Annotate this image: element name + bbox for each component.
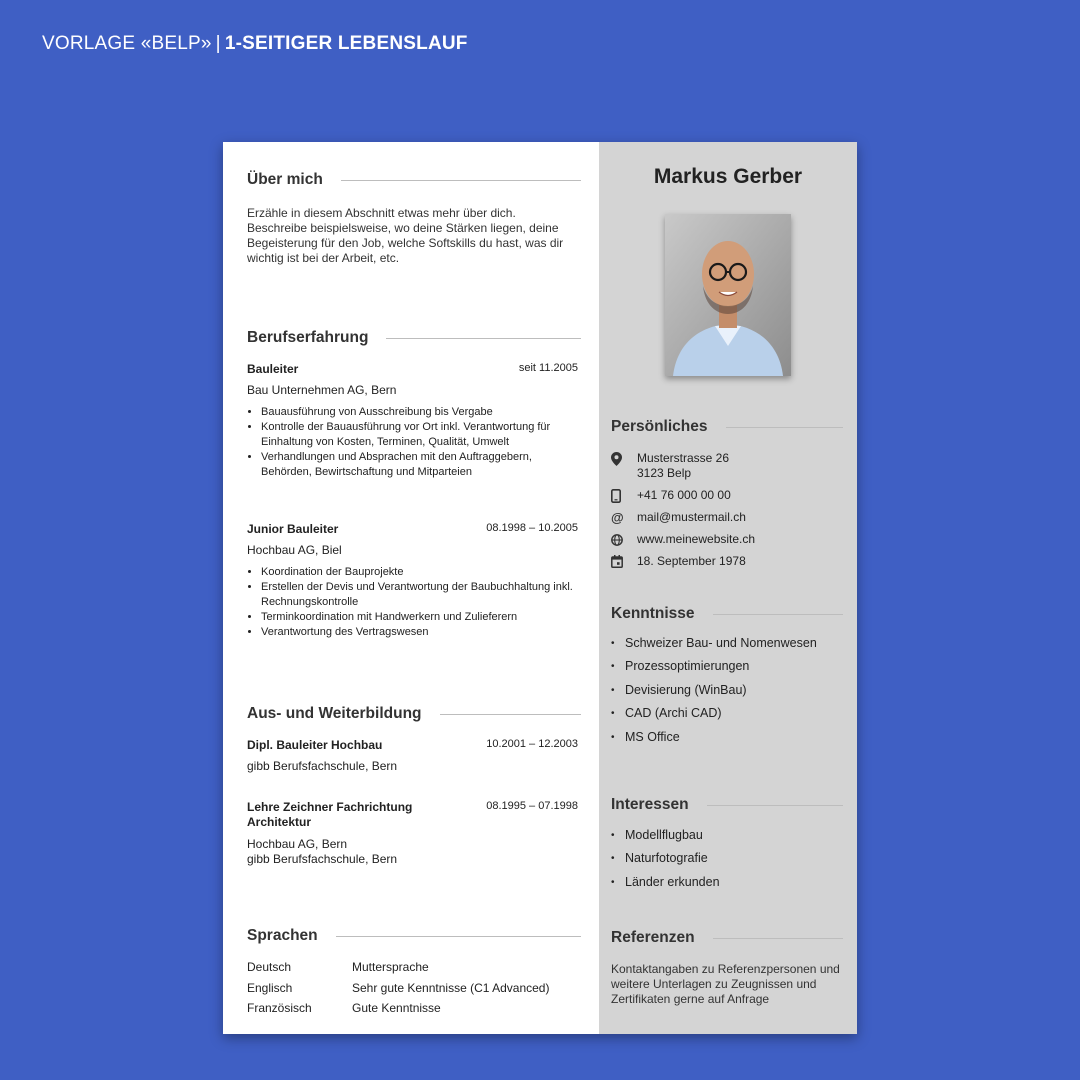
job-date: 08.1998 – 10.2005 — [486, 522, 578, 534]
website-url: www.meinewebsite.ch — [637, 532, 756, 546]
website-row — [611, 532, 851, 547]
language-row — [247, 981, 587, 1002]
banner-light-text: VORLAGE «BELP» — [42, 33, 212, 54]
personal-title-text: Persönliches — [611, 418, 708, 435]
at-icon: @ — [611, 510, 624, 525]
divider — [726, 427, 844, 428]
divider — [386, 338, 581, 339]
phone-number: +41 76 000 00 00 — [637, 488, 731, 502]
languages-title-text: Sprachen — [247, 927, 318, 944]
references-section-title — [611, 929, 843, 947]
main-column — [223, 142, 599, 1034]
interest-item — [611, 828, 851, 851]
interests-title-text: Interessen — [611, 796, 689, 813]
divider — [440, 714, 581, 715]
school-name: gibb Berufsfachschule, Bern — [247, 852, 398, 866]
languages-section-title — [247, 927, 581, 945]
experience-section-title — [247, 329, 581, 347]
banner-separator: | — [215, 33, 221, 54]
job-entry — [247, 362, 578, 480]
skill-item — [611, 659, 851, 682]
divider — [707, 805, 843, 806]
job-title: Junior Bauleiter — [247, 522, 339, 536]
job-title: Bauleiter — [247, 362, 299, 376]
calendar-icon — [611, 554, 637, 569]
phone-row — [611, 488, 851, 503]
education-entry — [247, 738, 578, 774]
about-section-title — [247, 171, 581, 189]
task-item: • Terminkoordination mit Handwerkern und Zulieferern — [261, 610, 578, 625]
references-text: Kontaktangaben zu Referenzpersonen und weitere Unterlagen zu Zeugnissen und Zertifikaten gerne auf Anfrage — [611, 962, 840, 1006]
education-title-text: Aus- und Weiterbildung — [247, 705, 422, 722]
experience-title-text: Berufserfahrung — [247, 329, 369, 346]
person-name: Markus Gerber — [653, 165, 803, 188]
skills-section-title — [611, 605, 843, 623]
portrait-illustration — [665, 214, 791, 376]
email-address: mail@mustermail.ch — [637, 510, 746, 524]
skill-item — [611, 730, 851, 753]
task-item: • Kontrolle der Bauausführung vor Ort inkl. Verantwortung für Einhaltung von Kosten, Terminen, Qualität, Umwelt — [261, 420, 578, 450]
language-name: Englisch — [247, 980, 293, 995]
about-title-text: Über mich — [247, 171, 323, 188]
divider — [713, 938, 843, 939]
interest-text: • Länder erkunden — [625, 874, 720, 889]
birthday-row — [611, 554, 851, 569]
skill-text: • Schweizer Bau- und Nomenwesen — [625, 636, 817, 650]
skill-text: • Prozessoptimierungen — [625, 659, 750, 674]
skill-text: • CAD (Archi CAD) — [625, 706, 722, 721]
education-section-title — [247, 705, 581, 723]
divider — [336, 936, 581, 937]
birthday-date: 18. September 1978 — [637, 554, 746, 568]
task-item: • Koordination der Bauprojekte — [261, 565, 578, 580]
contact-list — [611, 451, 851, 576]
location-pin-icon — [611, 451, 637, 466]
skill-item — [611, 706, 851, 729]
about-text: Erzähle in diesem Abschnitt etwas mehr über dich. Beschreibe beispielsweise, wo deine Stärken liegen, deine Begeisterung für den Job, welche Softskills du hast, was dir wichtig ist bei der Arbeit, etc. — [247, 206, 564, 265]
interest-item — [611, 851, 851, 874]
task-item: • Bauausführung von Ausschreibung bis Vergabe — [261, 405, 578, 420]
sidebar — [599, 142, 857, 1034]
divider — [341, 180, 581, 181]
interest-text: • Modellflugbau — [625, 828, 703, 842]
job-company: Bau Unternehmen AG, Bern — [247, 383, 397, 397]
language-level: Sehr gute Kenntnisse (C1 Advanced) — [352, 980, 550, 995]
task-item: • Verantwortung des Vertragswesen — [261, 625, 578, 640]
address-row — [611, 451, 851, 481]
banner-bold-text: 1-SEITIGER LEBENSLAUF — [224, 33, 468, 54]
language-name: Deutsch — [247, 960, 292, 974]
job-tasks — [247, 405, 578, 480]
language-row — [247, 1001, 587, 1022]
skill-text: • MS Office — [625, 729, 680, 744]
task-item: • Verhandlungen und Absprachen mit den Auftraggebern, Behörden, Bewirtschaftung und Mitparteien — [261, 450, 578, 480]
cv-page — [223, 142, 857, 1034]
language-level: Muttersprache — [352, 960, 429, 974]
job-tasks — [247, 565, 578, 640]
skill-item — [611, 683, 851, 706]
interests-section-title — [611, 796, 843, 814]
address-city: 3123 Belp — [637, 466, 692, 480]
skill-item — [611, 636, 851, 659]
skills-list — [611, 636, 851, 753]
job-company: Hochbau AG, Biel — [247, 543, 342, 557]
task-item: • Erstellen der Devis und Verantwortung der Baubuchhaltung inkl. Rechnungskontrolle — [261, 580, 578, 610]
phone-icon — [611, 488, 637, 503]
languages-list — [247, 960, 587, 1022]
interest-text: • Naturfotografie — [625, 851, 708, 866]
education-entry — [247, 800, 578, 867]
language-row — [247, 960, 587, 981]
job-entry — [247, 522, 578, 640]
profile-photo — [665, 214, 791, 376]
interests-list — [611, 828, 851, 898]
address-street: Musterstrasse 26 — [637, 451, 730, 465]
interest-item — [611, 875, 851, 898]
degree-title: Lehre Zeichner Fachrichtung Architektur — [247, 800, 413, 829]
education-date: 08.1995 – 07.1998 — [486, 800, 578, 812]
personal-section-title — [611, 418, 843, 436]
school-name: gibb Berufsfachschule, Bern — [247, 759, 398, 773]
language-level: Gute Kenntnisse — [352, 1001, 441, 1015]
divider — [713, 614, 843, 615]
school-name: Hochbau AG, Bern — [247, 837, 348, 851]
language-name: Französisch — [247, 1001, 312, 1015]
page-banner — [42, 33, 468, 55]
references-title-text: Referenzen — [611, 929, 695, 946]
skill-text: • Devisierung (WinBau) — [625, 682, 747, 697]
email-row — [611, 510, 851, 525]
job-date: seit 11.2005 — [518, 362, 578, 374]
degree-title: Dipl. Bauleiter Hochbau — [247, 738, 383, 752]
globe-icon — [611, 532, 637, 547]
skills-title-text: Kenntnisse — [611, 605, 695, 622]
education-date: 10.2001 – 12.2003 — [486, 738, 578, 750]
